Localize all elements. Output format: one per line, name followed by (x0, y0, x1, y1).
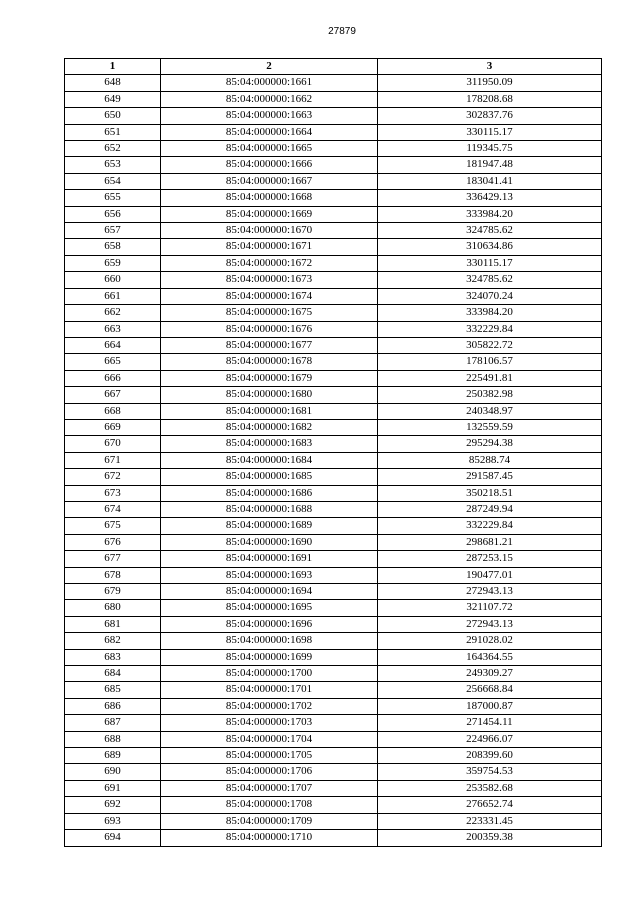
table-row (65, 173, 602, 189)
table-body (65, 75, 602, 846)
row-number-cell: 657 (65, 223, 161, 239)
header-column-1: 1 (65, 59, 161, 75)
row-number-cell: 670 (65, 436, 161, 452)
table-row (65, 255, 602, 271)
cadastral-number-cell: 85:04:000000:1690 (161, 534, 378, 550)
cadastral-number-cell: 85:04:000000:1677 (161, 337, 378, 353)
table-row (65, 91, 602, 107)
value-cell: 302837.76 (378, 108, 602, 124)
row-number-cell: 653 (65, 157, 161, 173)
row-number-cell: 671 (65, 452, 161, 468)
value-cell: 298681.21 (378, 534, 602, 550)
table-row (65, 403, 602, 419)
table-row (65, 600, 602, 616)
cadastral-number-cell: 85:04:000000:1696 (161, 616, 378, 632)
cadastral-number-cell: 85:04:000000:1708 (161, 797, 378, 813)
cadastral-number-cell: 85:04:000000:1689 (161, 518, 378, 534)
row-number-cell: 691 (65, 780, 161, 796)
table-row (65, 830, 602, 846)
value-cell: 272943.13 (378, 584, 602, 600)
row-number-cell: 682 (65, 633, 161, 649)
cadastral-number-cell: 85:04:000000:1661 (161, 75, 378, 91)
row-number-cell: 694 (65, 830, 161, 846)
cadastral-number-cell: 85:04:000000:1688 (161, 501, 378, 517)
table-row (65, 501, 602, 517)
table-row (65, 780, 602, 796)
row-number-cell: 652 (65, 141, 161, 157)
value-cell: 310634.86 (378, 239, 602, 255)
table-row (65, 108, 602, 124)
row-number-cell: 690 (65, 764, 161, 780)
table-row (65, 288, 602, 304)
row-number-cell: 650 (65, 108, 161, 124)
value-cell: 183041.41 (378, 173, 602, 189)
table-row (65, 813, 602, 829)
table-row (65, 239, 602, 255)
table-row (65, 141, 602, 157)
row-number-cell: 648 (65, 75, 161, 91)
table-row (65, 633, 602, 649)
value-cell: 223331.45 (378, 813, 602, 829)
cadastral-number-cell: 85:04:000000:1702 (161, 698, 378, 714)
row-number-cell: 678 (65, 567, 161, 583)
row-number-cell: 656 (65, 206, 161, 222)
table-row (65, 157, 602, 173)
value-cell: 336429.13 (378, 190, 602, 206)
table-row (65, 124, 602, 140)
table-row (65, 321, 602, 337)
value-cell: 272943.13 (378, 616, 602, 632)
value-cell: 178208.68 (378, 91, 602, 107)
table-row (65, 75, 602, 91)
table-row (65, 518, 602, 534)
table-row (65, 485, 602, 501)
cadastral-number-cell: 85:04:000000:1694 (161, 584, 378, 600)
table-row (65, 764, 602, 780)
cadastral-number-cell: 85:04:000000:1669 (161, 206, 378, 222)
cadastral-number-cell: 85:04:000000:1666 (161, 157, 378, 173)
cadastral-number-cell: 85:04:000000:1691 (161, 551, 378, 567)
row-number-cell: 662 (65, 305, 161, 321)
row-number-cell: 660 (65, 272, 161, 288)
cadastral-number-cell: 85:04:000000:1668 (161, 190, 378, 206)
cadastral-number-cell: 85:04:000000:1670 (161, 223, 378, 239)
value-cell: 350218.51 (378, 485, 602, 501)
cadastral-number-cell: 85:04:000000:1683 (161, 436, 378, 452)
value-cell: 190477.01 (378, 567, 602, 583)
table-row (65, 452, 602, 468)
registry-table (64, 58, 602, 847)
cadastral-number-cell: 85:04:000000:1707 (161, 780, 378, 796)
value-cell: 208399.60 (378, 748, 602, 764)
value-cell: 333984.20 (378, 305, 602, 321)
cadastral-number-cell: 85:04:000000:1698 (161, 633, 378, 649)
value-cell: 178106.57 (378, 354, 602, 370)
row-number-cell: 664 (65, 337, 161, 353)
header-row (65, 59, 602, 75)
row-number-cell: 679 (65, 584, 161, 600)
table-row (65, 666, 602, 682)
cadastral-number-cell: 85:04:000000:1705 (161, 748, 378, 764)
cadastral-number-cell: 85:04:000000:1667 (161, 173, 378, 189)
table-row (65, 534, 602, 550)
row-number-cell: 673 (65, 485, 161, 501)
row-number-cell: 688 (65, 731, 161, 747)
cadastral-number-cell: 85:04:000000:1678 (161, 354, 378, 370)
cadastral-number-cell: 85:04:000000:1709 (161, 813, 378, 829)
cadastral-number-cell: 85:04:000000:1701 (161, 682, 378, 698)
table-row (65, 436, 602, 452)
cadastral-number-cell: 85:04:000000:1686 (161, 485, 378, 501)
header-column-3: 3 (378, 59, 602, 75)
row-number-cell: 659 (65, 255, 161, 271)
cadastral-number-cell: 85:04:000000:1665 (161, 141, 378, 157)
row-number-cell: 675 (65, 518, 161, 534)
value-cell: 332229.84 (378, 518, 602, 534)
cadastral-number-cell: 85:04:000000:1704 (161, 731, 378, 747)
table-row (65, 567, 602, 583)
table-row (65, 419, 602, 435)
value-cell: 287249.94 (378, 501, 602, 517)
value-cell: 256668.84 (378, 682, 602, 698)
table-row (65, 616, 602, 632)
row-number-cell: 683 (65, 649, 161, 665)
cadastral-number-cell: 85:04:000000:1684 (161, 452, 378, 468)
row-number-cell: 677 (65, 551, 161, 567)
table-row (65, 469, 602, 485)
table-row (65, 272, 602, 288)
row-number-cell: 680 (65, 600, 161, 616)
table-row (65, 337, 602, 353)
value-cell: 200359.38 (378, 830, 602, 846)
table-row (65, 698, 602, 714)
cadastral-number-cell: 85:04:000000:1671 (161, 239, 378, 255)
row-number-cell: 663 (65, 321, 161, 337)
row-number-cell: 684 (65, 666, 161, 682)
row-number-cell: 681 (65, 616, 161, 632)
row-number-cell: 667 (65, 387, 161, 403)
header-column-2: 2 (161, 59, 378, 75)
value-cell: 271454.11 (378, 715, 602, 731)
table-row (65, 715, 602, 731)
cadastral-number-cell: 85:04:000000:1680 (161, 387, 378, 403)
value-cell: 132559.59 (378, 419, 602, 435)
row-number-cell: 666 (65, 370, 161, 386)
row-number-cell: 669 (65, 419, 161, 435)
table-row (65, 223, 602, 239)
table-row (65, 370, 602, 386)
value-cell: 295294.38 (378, 436, 602, 452)
table-row (65, 748, 602, 764)
row-number-cell: 674 (65, 501, 161, 517)
cadastral-number-cell: 85:04:000000:1676 (161, 321, 378, 337)
table-header (65, 59, 602, 75)
table-row (65, 649, 602, 665)
row-number-cell: 658 (65, 239, 161, 255)
cadastral-number-cell: 85:04:000000:1679 (161, 370, 378, 386)
value-cell: 276652.74 (378, 797, 602, 813)
row-number-cell: 686 (65, 698, 161, 714)
cadastral-number-cell: 85:04:000000:1695 (161, 600, 378, 616)
row-number-cell: 685 (65, 682, 161, 698)
row-number-cell: 687 (65, 715, 161, 731)
value-cell: 224966.07 (378, 731, 602, 747)
value-cell: 249309.27 (378, 666, 602, 682)
table-row (65, 305, 602, 321)
value-cell: 330115.17 (378, 124, 602, 140)
table-row (65, 682, 602, 698)
value-cell: 324070.24 (378, 288, 602, 304)
value-cell: 321107.72 (378, 600, 602, 616)
row-number-cell: 661 (65, 288, 161, 304)
cadastral-number-cell: 85:04:000000:1663 (161, 108, 378, 124)
table-row (65, 551, 602, 567)
value-cell: 324785.62 (378, 272, 602, 288)
cadastral-number-cell: 85:04:000000:1672 (161, 255, 378, 271)
cadastral-number-cell: 85:04:000000:1675 (161, 305, 378, 321)
cadastral-number-cell: 85:04:000000:1674 (161, 288, 378, 304)
value-cell: 291028.02 (378, 633, 602, 649)
cadastral-number-cell: 85:04:000000:1700 (161, 666, 378, 682)
table-row (65, 354, 602, 370)
cadastral-number-cell: 85:04:000000:1699 (161, 649, 378, 665)
value-cell: 333984.20 (378, 206, 602, 222)
value-cell: 119345.75 (378, 141, 602, 157)
row-number-cell: 655 (65, 190, 161, 206)
row-number-cell: 672 (65, 469, 161, 485)
value-cell: 324785.62 (378, 223, 602, 239)
table-row (65, 387, 602, 403)
value-cell: 311950.09 (378, 75, 602, 91)
page-number: 27879 (328, 26, 356, 37)
row-number-cell: 676 (65, 534, 161, 550)
row-number-cell: 665 (65, 354, 161, 370)
value-cell: 85288.74 (378, 452, 602, 468)
row-number-cell: 693 (65, 813, 161, 829)
cadastral-number-cell: 85:04:000000:1662 (161, 91, 378, 107)
value-cell: 330115.17 (378, 255, 602, 271)
cadastral-number-cell: 85:04:000000:1703 (161, 715, 378, 731)
row-number-cell: 689 (65, 748, 161, 764)
table-row (65, 797, 602, 813)
row-number-cell: 654 (65, 173, 161, 189)
value-cell: 359754.53 (378, 764, 602, 780)
cadastral-number-cell: 85:04:000000:1685 (161, 469, 378, 485)
value-cell: 291587.45 (378, 469, 602, 485)
value-cell: 225491.81 (378, 370, 602, 386)
cadastral-number-cell: 85:04:000000:1693 (161, 567, 378, 583)
value-cell: 187000.87 (378, 698, 602, 714)
cadastral-number-cell: 85:04:000000:1673 (161, 272, 378, 288)
value-cell: 287253.15 (378, 551, 602, 567)
value-cell: 253582.68 (378, 780, 602, 796)
value-cell: 181947.48 (378, 157, 602, 173)
table-row (65, 206, 602, 222)
value-cell: 250382.98 (378, 387, 602, 403)
table-row (65, 584, 602, 600)
row-number-cell: 649 (65, 91, 161, 107)
value-cell: 305822.72 (378, 337, 602, 353)
cadastral-number-cell: 85:04:000000:1664 (161, 124, 378, 140)
table-row (65, 731, 602, 747)
row-number-cell: 668 (65, 403, 161, 419)
row-number-cell: 651 (65, 124, 161, 140)
cadastral-number-cell: 85:04:000000:1710 (161, 830, 378, 846)
table-row (65, 190, 602, 206)
row-number-cell: 692 (65, 797, 161, 813)
value-cell: 332229.84 (378, 321, 602, 337)
cadastral-number-cell: 85:04:000000:1682 (161, 419, 378, 435)
cadastral-number-cell: 85:04:000000:1706 (161, 764, 378, 780)
cadastral-number-cell: 85:04:000000:1681 (161, 403, 378, 419)
value-cell: 240348.97 (378, 403, 602, 419)
value-cell: 164364.55 (378, 649, 602, 665)
